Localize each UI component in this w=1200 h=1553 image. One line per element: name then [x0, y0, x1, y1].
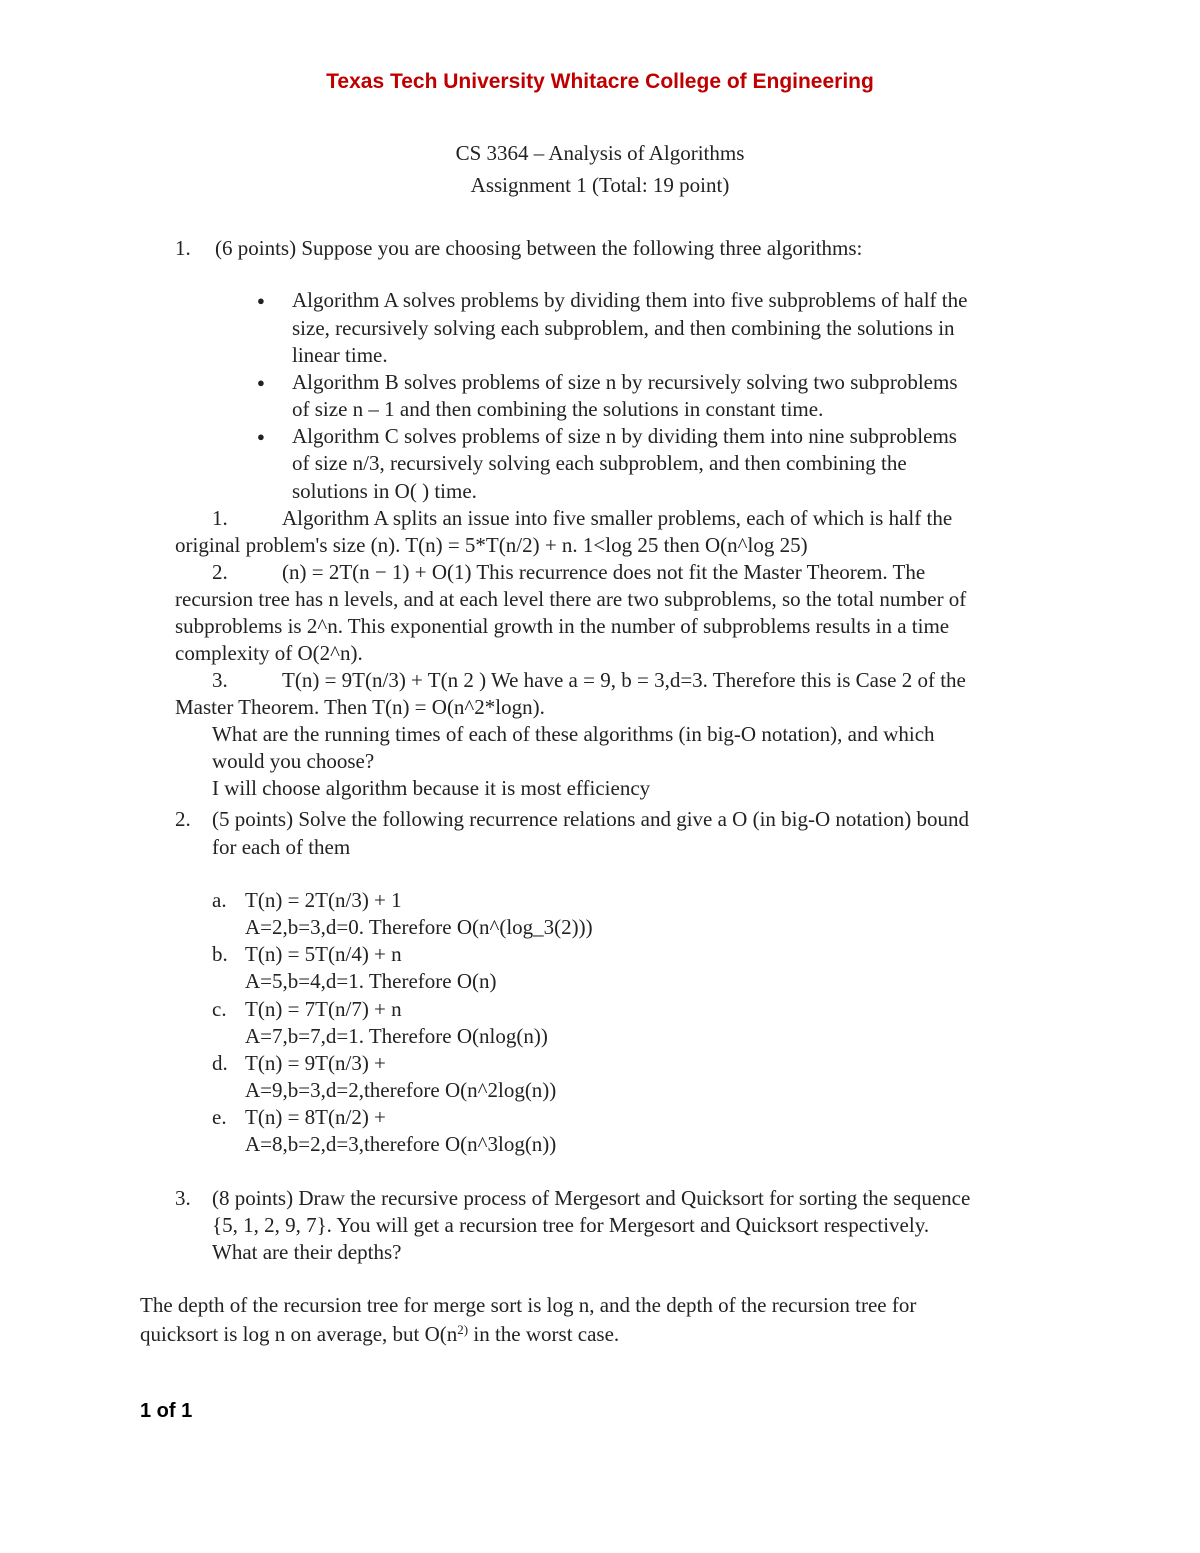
item-d-label: d.	[212, 1051, 228, 1075]
item-c-equation: T(n) = 7T(n/7) + n	[245, 997, 402, 1021]
q3-number: 3.	[175, 1186, 191, 1210]
bullet-icon: ●	[257, 293, 265, 308]
item-b-label: b.	[212, 942, 228, 966]
course-title: CS 3364 – Analysis of Algorithms	[455, 141, 745, 165]
bullet-icon: ●	[257, 429, 265, 444]
answer-2-number: 2.	[212, 560, 228, 584]
item-e-label: e.	[212, 1105, 227, 1129]
q1-choice: I will choose algorithm because it is most efficiency	[212, 776, 651, 800]
q1-prompt: (6 points) Suppose you are choosing between the following three algorithms:	[215, 236, 863, 260]
institution-header: Texas Tech University Whitacre College of Engineering	[326, 70, 874, 93]
answer-3-line-2: Master Theorem. Then T(n) = O(n^2*logn).	[175, 695, 545, 719]
item-b-equation: T(n) = 5T(n/4) + n	[245, 942, 402, 966]
bullet-b-line-1: Algorithm B solves problems of size n by recursively solving two subproblems	[292, 370, 958, 394]
item-c-label: c.	[212, 997, 227, 1021]
q2-prompt-line-2: for each of them	[212, 835, 351, 859]
answer-3-number: 3.	[212, 668, 228, 692]
final-answer-line-2	[140, 1321, 619, 1348]
bullet-a-line-2: size, recursively solving each subproblem, and then combining the solutions in	[292, 316, 955, 340]
final-answer-line-1: The depth of the recursion tree for merge sort is log n, and the depth of the recursion tree for	[140, 1293, 917, 1317]
bullet-icon: ●	[257, 375, 265, 390]
final-answer-pre: quicksort is log n on average, but O(n	[140, 1322, 458, 1346]
bullet-b-line-2: of size n – 1 and then combining the solutions in constant time.	[292, 397, 824, 421]
answer-1-line-1: Algorithm A splits an issue into five smaller problems, each of which is half the	[282, 506, 953, 530]
q3-prompt-line-3: What are their depths?	[212, 1240, 402, 1264]
item-e-answer: A=8,b=2,d=3,therefore O(n^3log(n))	[245, 1132, 557, 1156]
q1-question-line-2: would you choose?	[212, 749, 375, 773]
item-a-answer: A=2,b=3,d=0. Therefore O(n^(log_3(2)))	[245, 915, 593, 939]
q2-number: 2.	[175, 807, 191, 831]
item-b-answer: A=5,b=4,d=1. Therefore O(n)	[245, 969, 497, 993]
answer-1-number: 1.	[212, 506, 228, 530]
q1-number: 1.	[175, 236, 191, 260]
answer-2-line-2: recursion tree has n levels, and at each level there are two subproblems, so the total number of	[175, 587, 967, 611]
answer-2-line-4: complexity of O(2^n).	[175, 641, 363, 665]
answer-2-line-3: subproblems is 2^n. This exponential growth in the number of subproblems results in a time	[175, 614, 950, 638]
item-d-answer: A=9,b=3,d=2,therefore O(n^2log(n))	[245, 1078, 557, 1102]
assignment-title: Assignment 1 (Total: 19 point)	[470, 173, 730, 197]
answer-1-line-2: original problem's size (n). T(n) = 5*T(n/2) + n. 1<log 25 then O(n^log 25)	[175, 533, 808, 557]
item-e-equation: T(n) = 8T(n/2) +	[245, 1105, 386, 1129]
q3-prompt-line-2: {5, 1, 2, 9, 7}. You will get a recursion tree for Mergesort and Quicksort respectively.	[212, 1213, 930, 1237]
item-a-equation: T(n) = 2T(n/3) + 1	[245, 888, 402, 912]
bullet-a-line-1: Algorithm A solves problems by dividing them into five subproblems of half the	[292, 288, 968, 312]
item-a-label: a.	[212, 888, 227, 912]
item-c-answer: A=7,b=7,d=1. Therefore O(nlog(n))	[245, 1024, 548, 1048]
answer-3-line-1: T(n) = 9T(n/3) + T(n 2 ) We have a = 9, b = 3,d=3. Therefore this is Case 2 of the	[282, 668, 966, 692]
bullet-c-line-1: Algorithm C solves problems of size n by dividing them into nine subproblems	[292, 424, 957, 448]
answer-2-line-1: (n) = 2T(n − 1) + O(1) This recurrence does not fit the Master Theorem. The	[282, 560, 926, 584]
final-answer-post: in the worst case.	[468, 1322, 620, 1346]
q1-question-line-1: What are the running times of each of these algorithms (in big-O notation), and which	[212, 722, 935, 746]
item-d-equation: T(n) = 9T(n/3) +	[245, 1051, 386, 1075]
bullet-c-line-2: of size n/3, recursively solving each subproblem, and then combining the	[292, 451, 907, 475]
q3-prompt-line-1: (8 points) Draw the recursive process of Mergesort and Quicksort for sorting the sequence	[212, 1186, 971, 1210]
bullet-c-line-3: solutions in O( ) time.	[292, 479, 477, 503]
bullet-a-line-3: linear time.	[292, 343, 388, 367]
page-number: 1 of 1	[140, 1400, 193, 1422]
superscript-exponent: 2)	[457, 1322, 469, 1337]
q2-prompt-line-1: (5 points) Solve the following recurrence relations and give a O (in big-O notation) bound	[212, 807, 969, 831]
